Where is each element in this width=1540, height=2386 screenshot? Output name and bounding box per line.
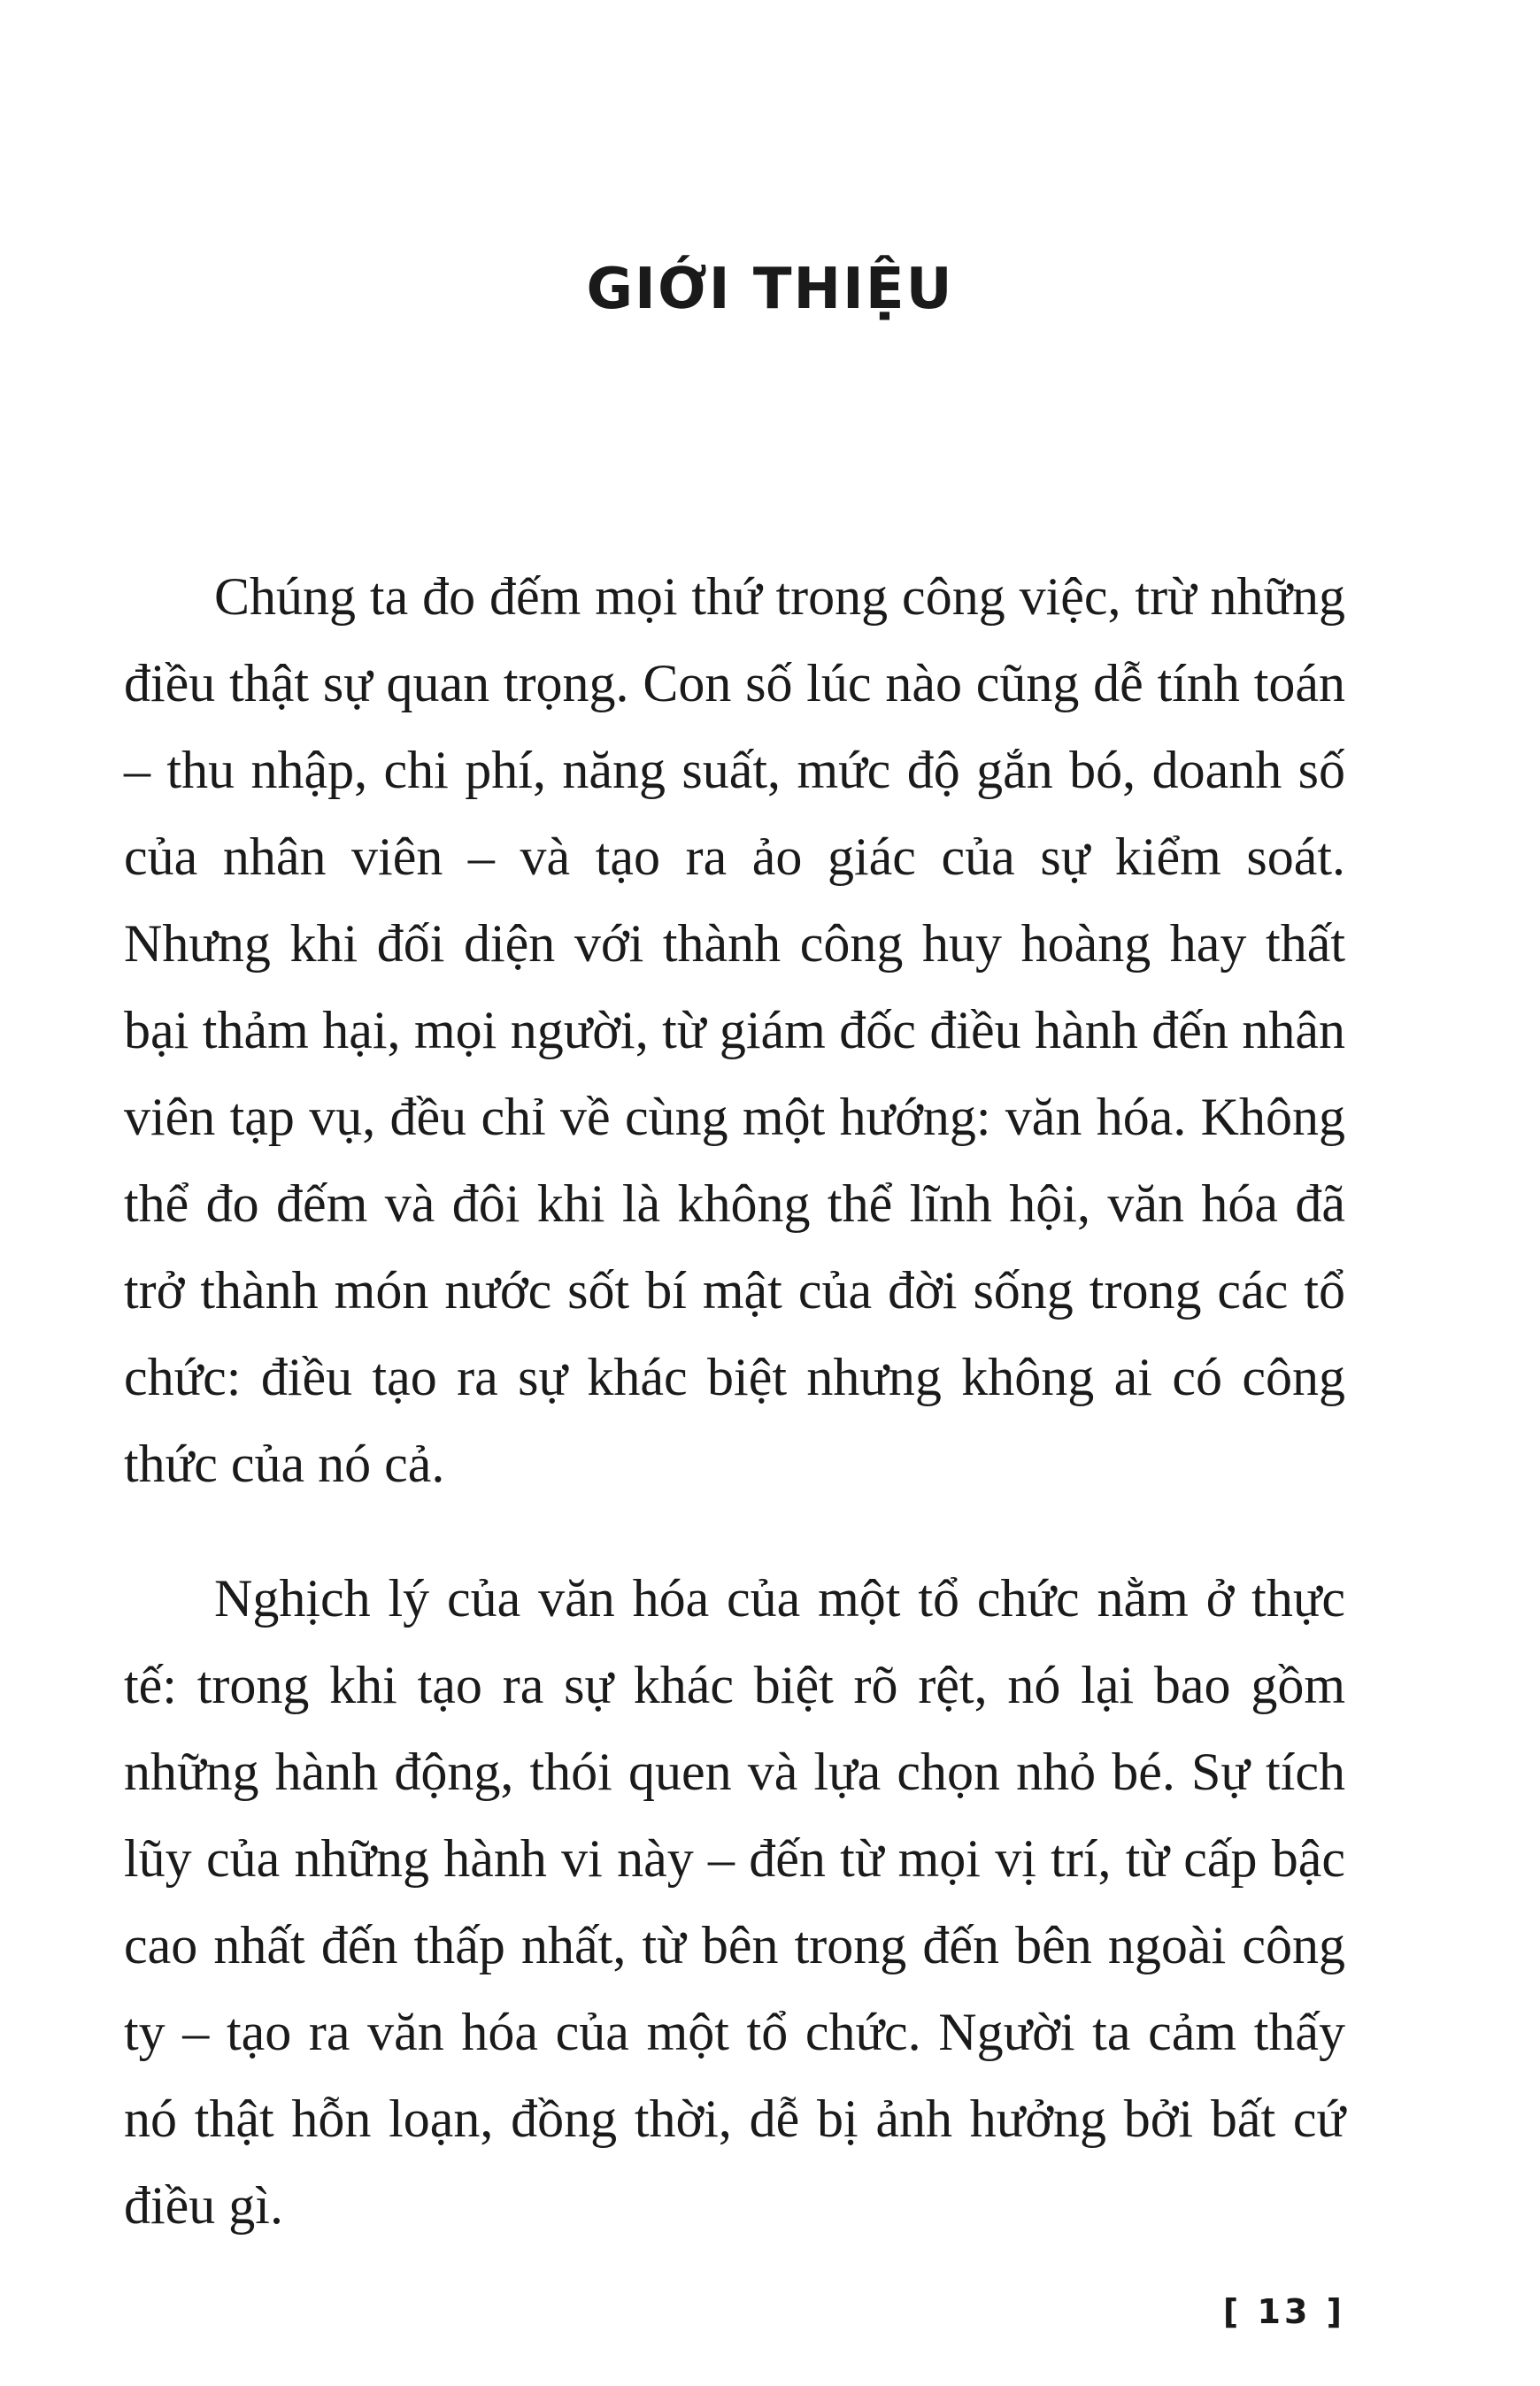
chapter-heading: GIỚI THIỆU [586,257,954,322]
paragraph-2: Nghịch lý của văn hóa của một tổ chức nằm ở thực tế: trong khi tạo ra sự khác biệt rõ rệt, nó lại bao gồm những hành động, thói quen và lựa chọn nhỏ bé. Sự tích lũy của những hành vi này – đến từ mọi vị trí, từ cấp bậc cao nhất đến thấp nhất, từ bên trong đến bên ngoài công ty – tạo ra văn hóa của một tổ chức. Người ta cảm thấy nó thật hỗn loạn, đồng thời, dễ bị ảnh hưởng bởi bất cứ điều gì. [124,1569,1345,2235]
page-number: [ 13 ] [1222,2292,1345,2331]
paragraph-1: Chúng ta đo đếm mọi thứ trong công việc, trừ những điều thật sự quan trọng. Con số lúc nào cũng dễ tính toán – thu nhập, chi phí, năng suất, mức độ gắn bó, doanh số của nhân viên – và tạo ra ảo giác của sự kiểm soát. Nhưng khi đối diện với thành công huy hoàng hay thất bại thảm hại, mọi người, từ giám đốc điều hành đến nhân viên tạp vụ, đều chỉ về cùng một hướng: văn hóa. Không thể đo đếm và đôi khi là không thể lĩnh hội, văn hóa đã trở thành món nước sốt bí mật của đời sống trong các tổ chức: điều tạo ra sự khác biệt nhưng không ai có công thức của nó cả. [124,567,1345,1493]
body-text [124,553,1345,2249]
